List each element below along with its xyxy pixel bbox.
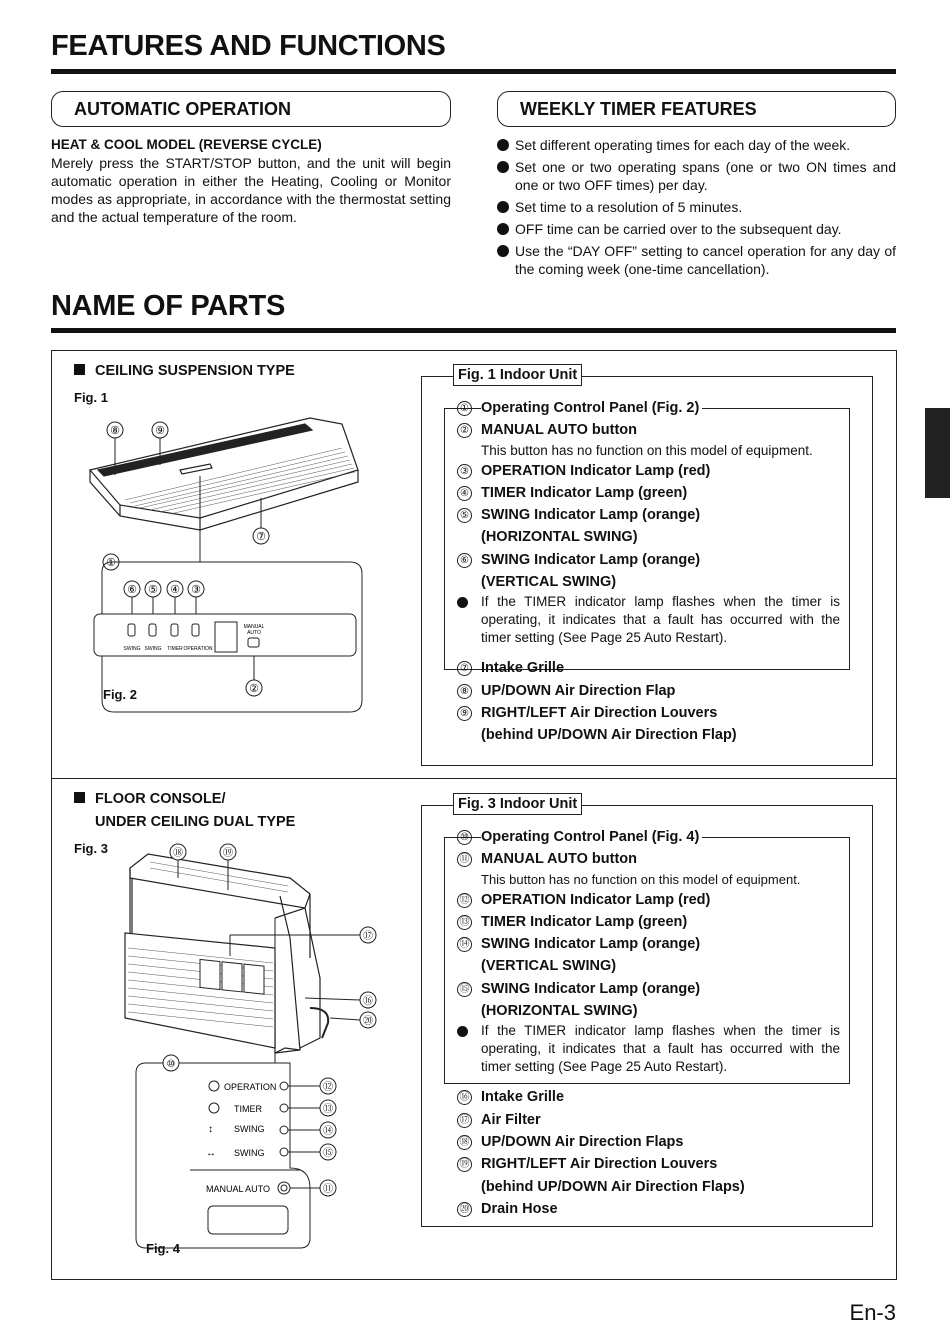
list-item: Set time to a resolution of 5 minutes. — [497, 198, 896, 216]
operation-lamp — [280, 1082, 288, 1090]
callout-18-label: ⑱ — [173, 848, 183, 859]
section-tab — [925, 408, 950, 498]
list-item: ⑲ RIGHT/LEFT Air Direction Louvers — [455, 1153, 840, 1175]
list-item: (behind UP/DOWN Air Direction Flap) — [481, 727, 737, 744]
clock-icon — [209, 1103, 219, 1113]
list-item: ⑰ Air Filter — [455, 1109, 840, 1131]
callout-8-label: ⑧ — [110, 425, 120, 437]
list-item: (VERTICAL SWING) — [481, 958, 617, 975]
callout-6-label: ⑥ — [127, 584, 137, 596]
list-item: ⑳ Drain Hose — [455, 1198, 840, 1220]
list-item: Set one or two operating spans (one or two ON times and one or two OFF times) per day. — [497, 158, 896, 194]
callout-11-label: ⑪ — [323, 1184, 333, 1195]
panel-label: SWING — [123, 646, 141, 652]
callout-13-label: ⑬ — [323, 1104, 333, 1115]
floor-title: FLOOR CONSOLE/ — [74, 788, 226, 811]
callout-9-label: ⑨ — [155, 425, 165, 437]
display-window — [208, 1206, 288, 1234]
list-item: ⑮ SWING Indicator Lamp (orange) — [455, 978, 840, 1000]
list-item: If the TIMER indicator lamp flashes when the timer is operating, it indicates that a fault has occurred with the timer setting (See Page 25 Auto Restart). — [455, 1022, 840, 1076]
list-item: ⑱ UP/DOWN Air Direction Flaps — [455, 1131, 840, 1153]
list-item: (VERTICAL SWING) — [481, 574, 617, 591]
section-divider — [51, 778, 897, 779]
list-item: (behind UP/DOWN Air Direction Flaps) — [481, 1178, 745, 1195]
timer-lamp — [280, 1104, 288, 1112]
list-item: (HORIZONTAL SWING) — [481, 1003, 638, 1020]
callout-12-label: ⑫ — [323, 1082, 333, 1093]
manual-auto-button[interactable] — [248, 638, 259, 647]
callout-7-label: ⑦ — [256, 531, 266, 543]
list-item: If the TIMER indicator lamp flashes when the timer is operating, it indicates that a fault has occurred with the timer setting (See Page 25 Auto Restart). — [455, 593, 840, 647]
bullet-icon — [497, 161, 509, 173]
list-item: OFF time can be carried over to the subsequent day. — [497, 220, 896, 238]
callout-14-label: ⑭ — [323, 1126, 333, 1137]
list-item: ① Operating Control Panel (Fig. 2) — [455, 397, 840, 419]
callout-3-label: ③ — [191, 584, 201, 596]
list-item: ⑥ SWING Indicator Lamp (orange) — [455, 549, 840, 571]
list-item: ⑤ SWING Indicator Lamp (orange) — [455, 504, 840, 526]
floor-unit-illustration — [110, 838, 385, 1268]
fig3-parts-list — [455, 826, 840, 1220]
list-item: Use the “DAY OFF” setting to cancel operation for any day of the coming week (one-time cancellation). — [497, 242, 896, 278]
list-item: ⑩ Operating Control Panel (Fig. 4) — [455, 826, 840, 848]
panel-label: SWING — [234, 1124, 265, 1134]
weekly-bullets — [497, 136, 896, 282]
square-icon — [74, 364, 85, 375]
auto-body: Merely press the START/STOP button, and the unit will begin automatic operation in either the Heating, Cooling or Monitor modes as appropriate, in accordance with the thermostat setting and the actual temperature of the room. — [51, 155, 451, 225]
callout-4-label: ④ — [170, 584, 180, 596]
list-item: Set different operating times for each day of the week. — [497, 136, 896, 154]
list-item: ⑦ Intake Grille — [455, 657, 840, 679]
callout-2-label: ② — [249, 683, 259, 695]
vertical-swing-icon: ↕ — [208, 1124, 213, 1135]
list-item: (HORIZONTAL SWING) — [481, 529, 638, 546]
panel-label: MANUAL AUTO — [206, 1184, 271, 1194]
list-item: ② MANUAL AUTO button — [455, 419, 840, 441]
list-item: ⑯ Intake Grille — [455, 1086, 840, 1108]
panel-label: AUTO — [247, 630, 261, 636]
bullet-icon — [497, 139, 509, 151]
bullet-icon — [497, 245, 509, 257]
panel-label: SWING — [144, 646, 162, 652]
fig3-label: Fig. 3 — [74, 841, 108, 856]
callout-1-label: ① — [106, 557, 116, 569]
list-item: ⑭ SWING Indicator Lamp (orange) — [455, 933, 840, 955]
section-title: NAME OF PARTS — [51, 290, 286, 322]
list-item: ⑪ MANUAL AUTO button — [455, 848, 840, 870]
list-item: ⑨ RIGHT/LEFT Air Direction Louvers — [455, 702, 840, 724]
list-item: ⑧ UP/DOWN Air Direction Flap — [455, 680, 840, 702]
page-number: En-3 — [849, 1300, 896, 1325]
callout-10-label: ⑩ — [166, 1059, 176, 1070]
ceiling-title: CEILING SUSPENSION TYPE — [74, 360, 295, 383]
callout-15-label: ⑮ — [323, 1148, 333, 1159]
ceiling-unit-illustration — [80, 410, 380, 720]
list-item: ③ OPERATION Indicator Lamp (red) — [455, 460, 840, 482]
list-item: ⑫ OPERATION Indicator Lamp (red) — [455, 889, 840, 911]
callout-19-label: ⑲ — [223, 848, 233, 859]
bullet-icon — [497, 223, 509, 235]
title-rule — [51, 328, 896, 333]
fig3-legend-title: Fig. 3 Indoor Unit — [453, 793, 582, 815]
fig1-legend-title: Fig. 1 Indoor Unit — [453, 364, 582, 386]
square-icon — [74, 792, 85, 803]
list-item: ④ TIMER Indicator Lamp (green) — [455, 482, 840, 504]
weekly-timer-heading: WEEKLY TIMER FEATURES — [497, 91, 896, 127]
title-rule — [51, 69, 896, 74]
swing-lamp — [280, 1148, 288, 1156]
panel-label: OPERATION — [224, 1082, 277, 1092]
panel-label: OPERATION — [183, 646, 213, 652]
list-item: This button has no function on this model of equipment. — [481, 871, 801, 887]
callout-16-label: ⑯ — [363, 996, 373, 1007]
swing-lamp — [280, 1126, 288, 1134]
page-title: FEATURES AND FUNCTIONS — [51, 30, 446, 62]
fig2-label: Fig. 2 — [103, 687, 137, 702]
list-item: This button has no function on this model of equipment. — [481, 442, 813, 458]
auto-subtitle: HEAT & COOL MODEL (REVERSE CYCLE) — [51, 137, 322, 152]
list-item: ⑬ TIMER Indicator Lamp (green) — [455, 911, 840, 933]
callout-5-label: ⑤ — [148, 584, 158, 596]
bullet-icon — [457, 597, 468, 608]
power-icon — [209, 1081, 219, 1091]
bullet-icon — [457, 1026, 468, 1037]
panel-label: SWING — [234, 1148, 265, 1158]
callout-20-label: ⑳ — [363, 1016, 373, 1027]
panel-label: TIMER — [167, 646, 183, 652]
fig4-label: Fig. 4 — [146, 1241, 180, 1256]
fig1-parts-list — [455, 397, 840, 747]
automatic-operation-heading: AUTOMATIC OPERATION — [51, 91, 451, 127]
horizontal-swing-icon: ↔ — [206, 1148, 216, 1159]
panel-label: TIMER — [234, 1104, 262, 1114]
fig1-label: Fig. 1 — [74, 390, 108, 405]
bullet-icon — [497, 201, 509, 213]
callout-17-label: ⑰ — [363, 931, 373, 942]
panel-label: MANUAL — [243, 624, 265, 630]
floor-title-line2: UNDER CEILING DUAL TYPE — [95, 814, 296, 830]
